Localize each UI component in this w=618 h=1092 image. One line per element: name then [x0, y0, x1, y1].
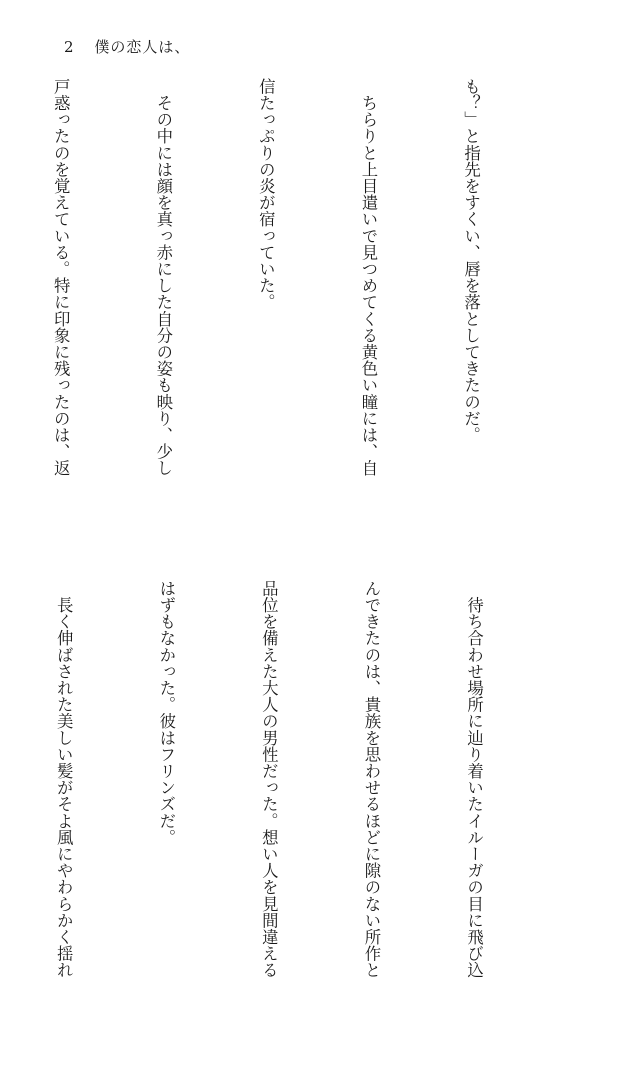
text-line: はずもなかった。彼はフリンズだ。 [156, 580, 176, 846]
text-line: ちらりと上目遣いで見つめてくる黄色い瞳には、自 [358, 78, 378, 477]
chapter-title: 僕の恋人は、 [94, 38, 191, 56]
text-line: んできたのは、貴族を思わせるほどに隙のない所作と [361, 580, 381, 979]
text-block-top [0, 78, 556, 544]
text-line: も？」と指先をすくい、唇を落としてきたのだ。 [461, 78, 481, 444]
page-number: 2 [64, 38, 75, 56]
text-line: 待ち合わせ場所に辿り着いたイルーガの目に飛び込 [464, 580, 484, 979]
text-line: 信たっぷりの炎が宿っていた。 [256, 78, 276, 311]
text-line: その中には顔を真っ赤にした自分の姿も映り、少し [153, 78, 173, 477]
text-line: 長く伸ばされた美しい髪がそよ風にやわらかく揺れ [54, 580, 74, 979]
text-block-bottom [0, 580, 559, 1046]
text-line: 戸惑ったのを覚えている。特に印象に残ったのは、返 [51, 78, 71, 477]
page-header [64, 36, 190, 57]
text-line: 品位を備えた大人の男性だった。想い人を見間違える [259, 580, 279, 979]
